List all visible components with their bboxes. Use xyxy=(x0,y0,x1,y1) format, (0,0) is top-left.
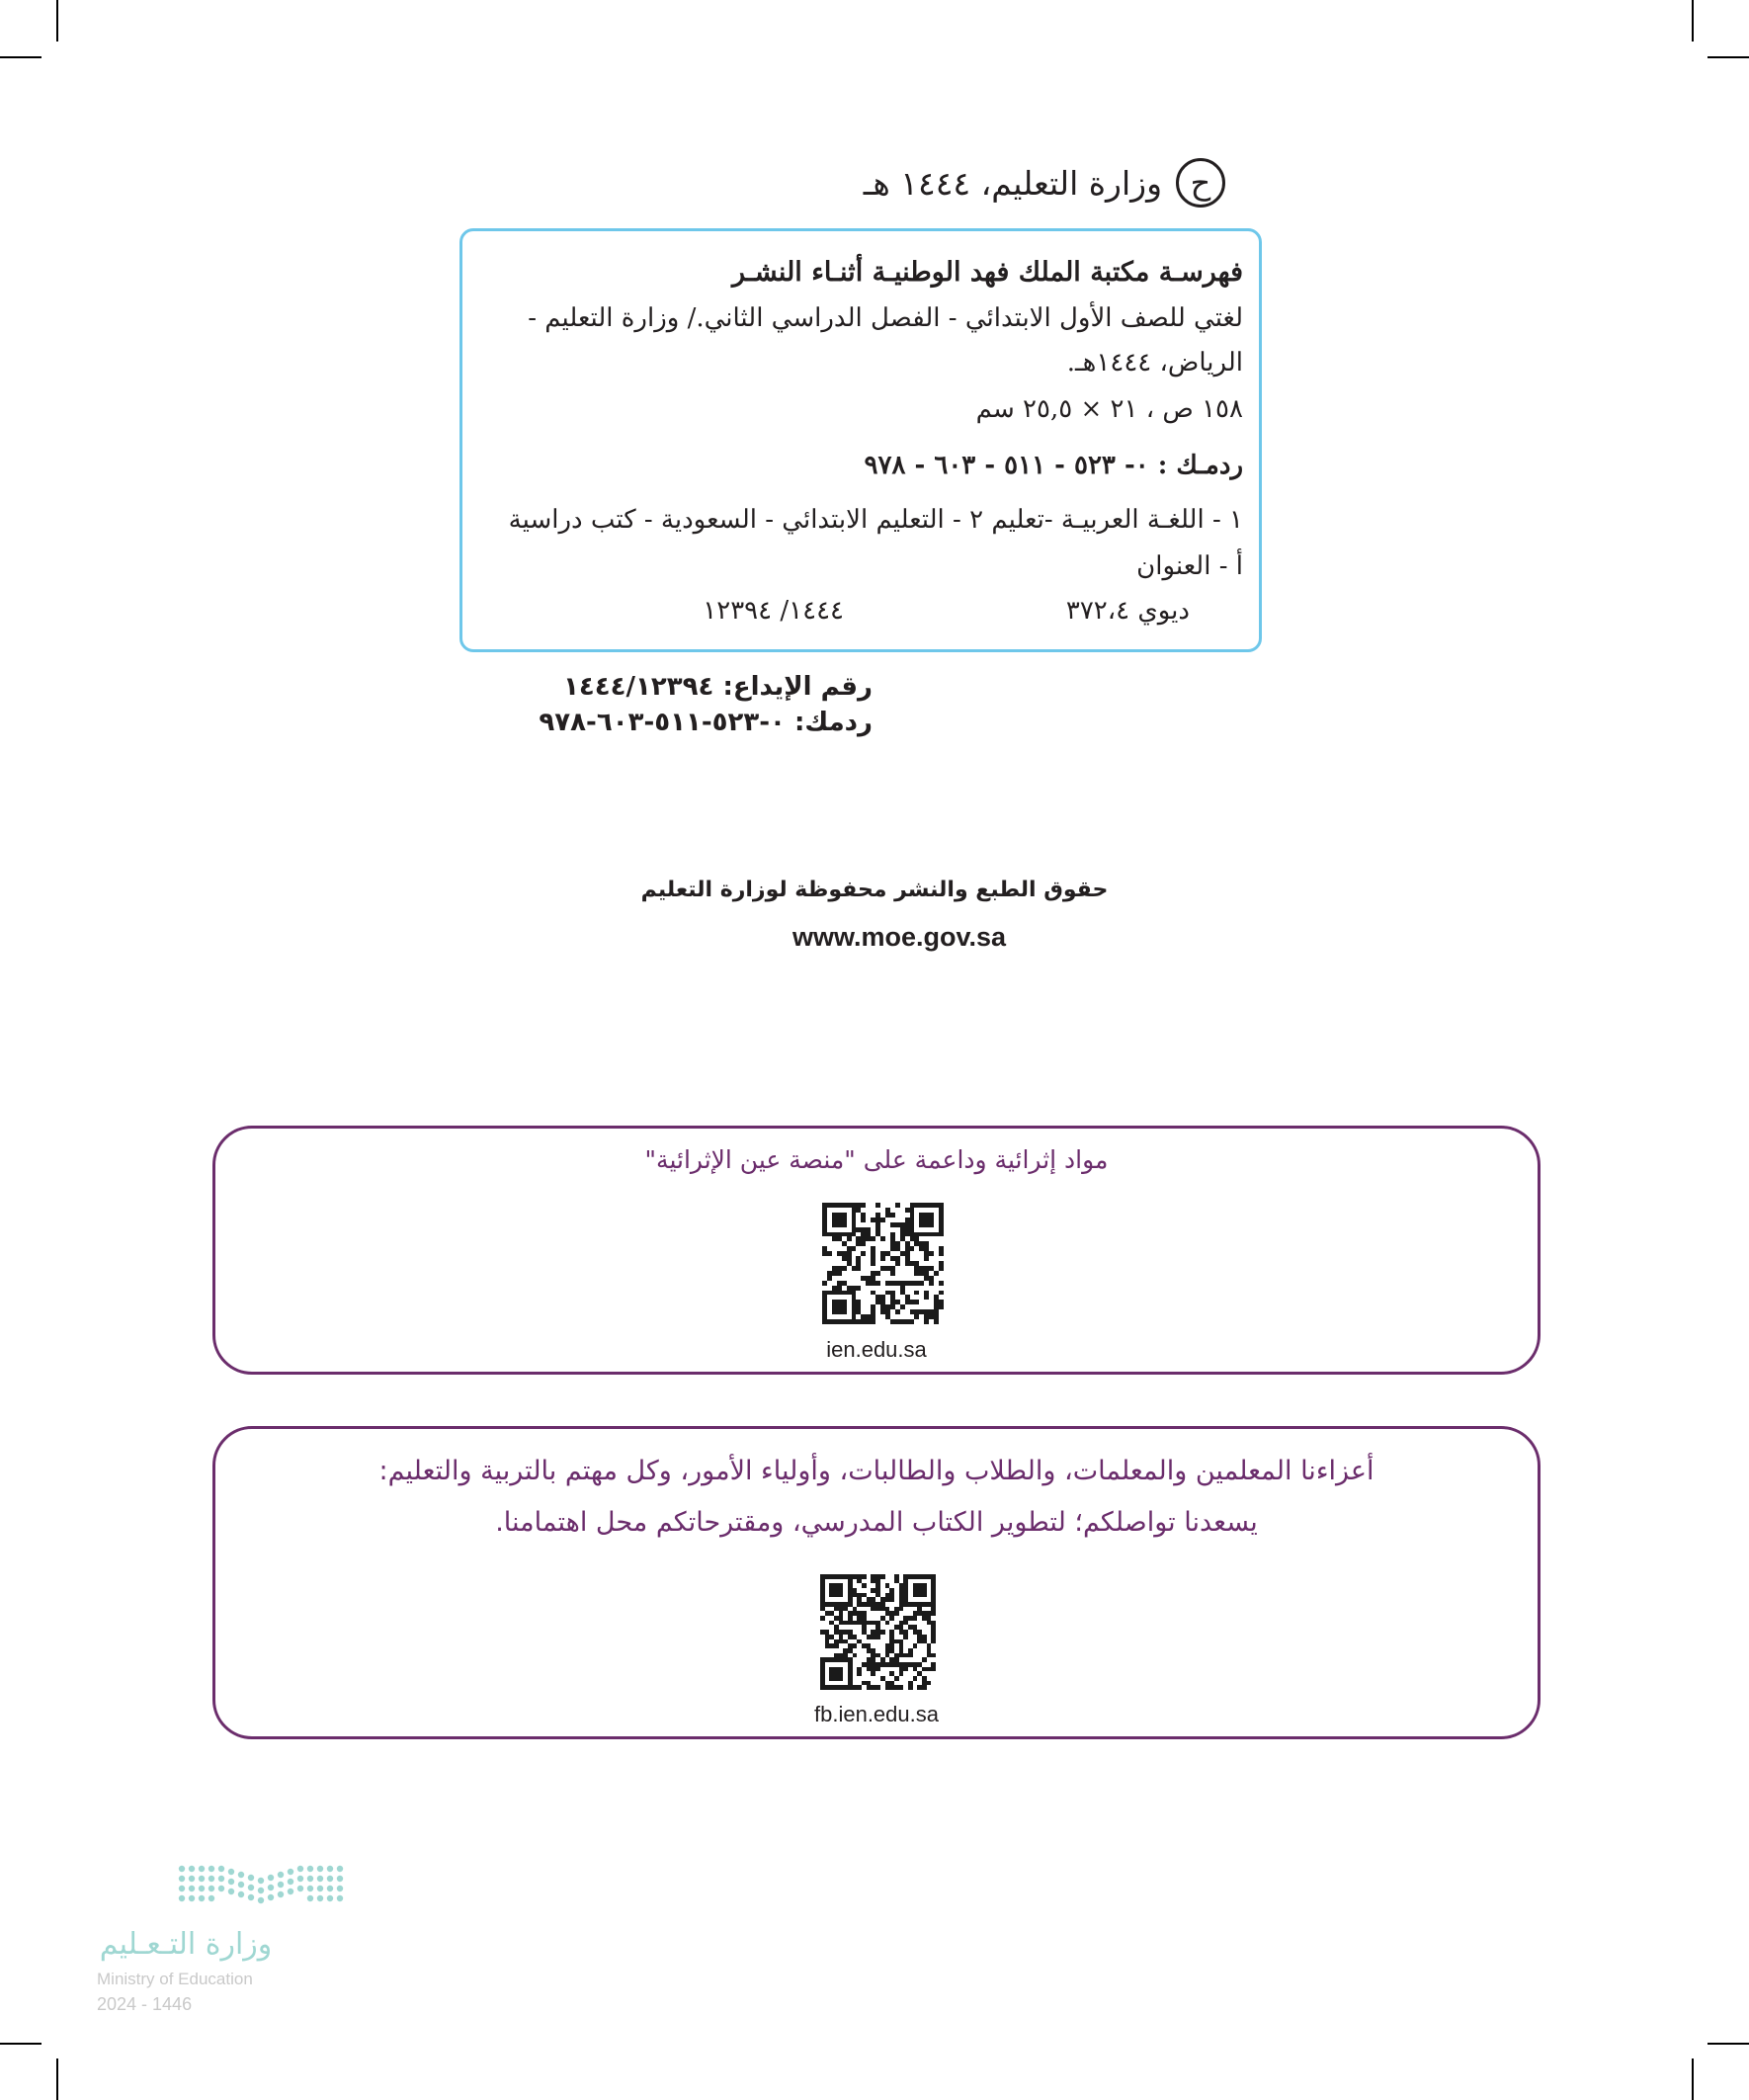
feedback-line1: أعزاءنا المعلمين والمعلمات، والطلاب والطالبات، وأولياء الأمور، وكل مهتم بالتربية والتعليم: xyxy=(378,1456,1374,1486)
logo-dot xyxy=(327,1895,333,1901)
logo-dot xyxy=(248,1894,254,1900)
logo-dot xyxy=(258,1878,264,1884)
feedback-qr-code[interactable] xyxy=(820,1574,936,1690)
logo-dot xyxy=(199,1895,205,1901)
crop-mark xyxy=(0,2043,42,2045)
ien-platform-box xyxy=(212,1126,1541,1375)
catalog-heading: فهرسـة مكتبة الملك فهد الوطنيـة أثنـاء النشـر xyxy=(732,257,1243,288)
logo-dot xyxy=(218,1876,224,1882)
logo-dot xyxy=(238,1882,244,1888)
logo-dot xyxy=(327,1866,333,1872)
logo-dot xyxy=(337,1876,343,1882)
logo-dot xyxy=(208,1866,214,1872)
rights-text: حقوق الطبع والنشر محفوظة لوزارة التعليم xyxy=(640,878,1109,902)
crop-mark xyxy=(0,56,42,58)
logo-dot xyxy=(288,1869,293,1875)
logo-dot xyxy=(307,1866,313,1872)
logo-dot xyxy=(337,1886,343,1891)
logo-dot xyxy=(218,1886,224,1891)
ministry-logo xyxy=(97,1858,354,2016)
logo-dot xyxy=(297,1866,303,1872)
logo-dot xyxy=(337,1866,343,1872)
logo-dot xyxy=(199,1876,205,1882)
logo-dot xyxy=(307,1886,313,1891)
logo-dot xyxy=(189,1866,195,1872)
logo-dot xyxy=(317,1886,323,1891)
logo-dot xyxy=(199,1866,205,1872)
logo-dot xyxy=(258,1888,264,1893)
logo-dot xyxy=(179,1895,185,1901)
crop-mark xyxy=(56,2058,58,2100)
logo-dot xyxy=(268,1875,274,1881)
crop-mark xyxy=(1692,2058,1694,2100)
logo-dot xyxy=(307,1876,313,1882)
logo-dot xyxy=(327,1886,333,1891)
logo-dot xyxy=(317,1895,323,1901)
logo-dot xyxy=(268,1885,274,1890)
feedback-url[interactable]: fb.ien.edu.sa xyxy=(814,1702,939,1726)
deposit-isbn: ردمك: ٠-٥٢٣-٥١١-٦٠٣-٩٧٨ xyxy=(539,708,873,737)
logo-dot xyxy=(218,1866,224,1872)
catalog-title-entry: أ - العنوان xyxy=(1136,551,1243,581)
logo-dot xyxy=(288,1889,293,1894)
logo-dot xyxy=(228,1869,234,1875)
logo-dot xyxy=(278,1891,284,1897)
copyright-line xyxy=(864,158,1225,208)
catalog-title-line1: لغتي للصف الأول الابتدائي - الفصل الدراسي الثاني./ وزارة التعليم - xyxy=(528,303,1243,333)
logo-dot xyxy=(189,1886,195,1891)
logo-dot xyxy=(337,1895,343,1901)
logo-dot xyxy=(199,1886,205,1891)
crop-mark xyxy=(1707,56,1749,58)
logo-dot xyxy=(228,1889,234,1894)
copyright-text: وزارة التعليم، ١٤٤٤ هـ xyxy=(863,163,1162,203)
logo-dot xyxy=(248,1885,254,1890)
logo-dot xyxy=(307,1895,313,1901)
logo-dot xyxy=(208,1886,214,1891)
ien-url[interactable]: ien.edu.sa xyxy=(826,1337,927,1362)
logo-dot xyxy=(297,1886,303,1891)
crop-mark xyxy=(56,0,58,42)
website-link[interactable]: www.moe.gov.sa xyxy=(791,922,1007,952)
logo-dot xyxy=(179,1876,185,1882)
crop-mark xyxy=(1692,0,1694,42)
logo-dot xyxy=(317,1866,323,1872)
ministry-logo-year: 2024 - 1446 xyxy=(97,1994,193,2014)
catalog-box xyxy=(459,228,1262,652)
qr-module xyxy=(931,1685,936,1690)
ministry-logo-english: Ministry of Education xyxy=(97,1970,253,1988)
logo-dot xyxy=(179,1886,185,1891)
logo-dot xyxy=(278,1882,284,1888)
logo-dot xyxy=(288,1879,293,1885)
feedback-box xyxy=(212,1426,1541,1739)
crop-mark xyxy=(1707,2043,1749,2045)
logo-dot xyxy=(208,1895,214,1901)
logo-dot xyxy=(327,1876,333,1882)
logo-dot xyxy=(189,1895,195,1901)
logo-dot xyxy=(238,1872,244,1878)
catalog-isbn: ردمـك : ٠- ٥٢٣ - ٥١١ - ٦٠٣ - ٩٧٨ xyxy=(864,451,1243,480)
logo-dot xyxy=(268,1894,274,1900)
ien-qr-code[interactable] xyxy=(822,1203,944,1324)
copyright-symbol: ح xyxy=(1176,158,1225,208)
logo-dot xyxy=(179,1866,185,1872)
logo-dot xyxy=(238,1891,244,1897)
catalog-dewey-number: ١٤٤٤/ ١٢٣٩٤ xyxy=(703,596,844,626)
deposit-number: رقم الإيداع: ١٤٤٤/١٢٣٩٤ xyxy=(563,672,873,702)
logo-dot xyxy=(297,1876,303,1882)
logo-dot xyxy=(278,1872,284,1878)
logo-dot xyxy=(317,1876,323,1882)
logo-dot xyxy=(208,1876,214,1882)
catalog-title-line2: الرياض، ١٤٤٤هـ. xyxy=(1066,348,1243,378)
logo-dot xyxy=(258,1897,264,1903)
catalog-subjects: ١ - اللغـة العربيـة -تعليم ٢ - التعليم الابتدائي - السعودية - كتب دراسية xyxy=(508,505,1243,535)
feedback-line2: يسعدنا تواصلكم؛ لتطوير الكتاب المدرسي، ومقترحاتكم محل اهتمامنا. xyxy=(495,1507,1258,1538)
qr-module xyxy=(939,1319,944,1324)
ien-title: مواد إثرائية وداعمة على "منصة عين الإثرائية" xyxy=(644,1145,1109,1174)
logo-dot xyxy=(189,1876,195,1882)
ministry-logo-arabic: وزارة التـعـليم xyxy=(99,1927,273,1962)
logo-dot xyxy=(248,1875,254,1881)
catalog-pages: ١٥٨ ص ، ٢١ × ٢٥,٥ سم xyxy=(975,394,1243,424)
ministry-logo-icon xyxy=(176,1863,354,1924)
logo-dot xyxy=(228,1879,234,1885)
catalog-dewey-label: ديوي ٣٧٢،٤ xyxy=(1065,596,1190,626)
